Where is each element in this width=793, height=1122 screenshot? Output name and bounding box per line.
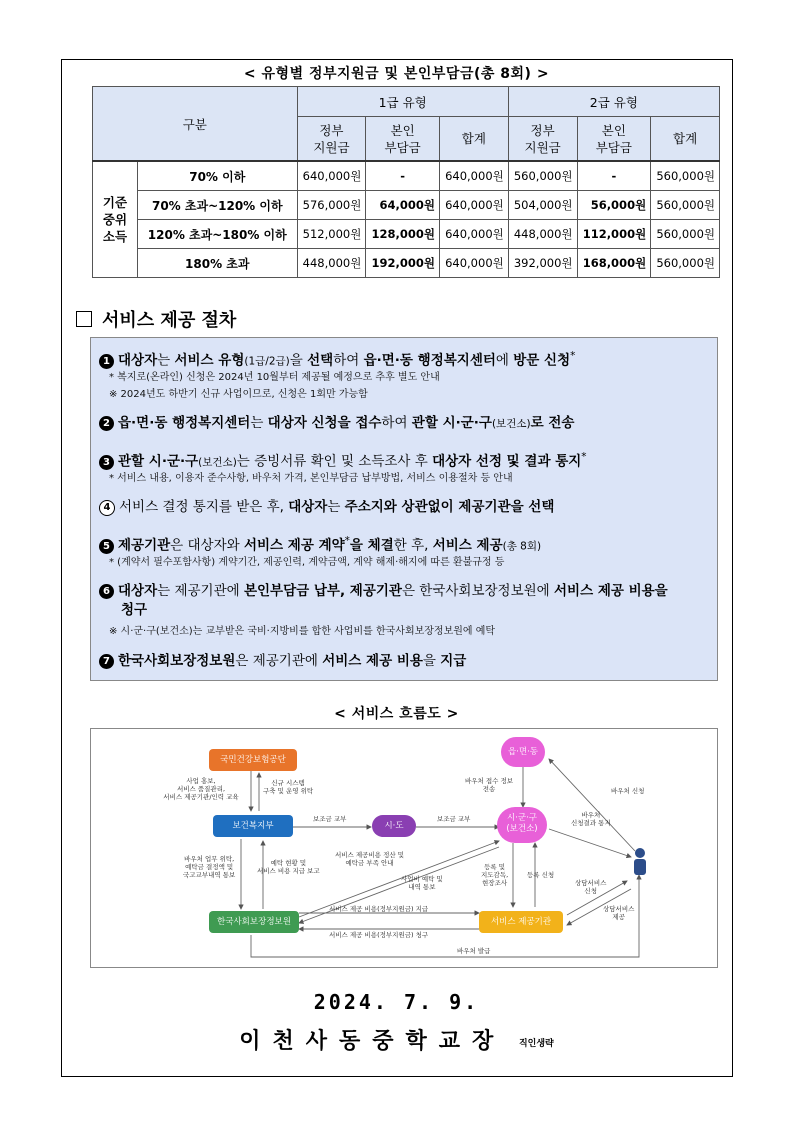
label-voucher-apply: 바우처 신청 [611,787,645,795]
step-5: 5 제공기관은 대상자와 서비스 제공 계약*을 체결한 후, 서비스 제공(총 8회) [99,532,541,556]
cell: 576,000원 [297,191,366,220]
step-6-continued: 청구 [121,602,148,618]
step-3-note: * 서비스 내용, 이용자 준수사항, 바우처 가격, 본인부담금 납부방법, 서비스 이용절차 등 안내 [109,473,513,484]
cell: 560,000원 [651,220,720,249]
header-g1-gov: 정부 지원금 [297,117,366,162]
row-group-label: 기준 중위 소득 [93,161,138,278]
number-2-icon: 2 [99,416,114,431]
cell: 640,000원 [297,161,366,191]
checkbox-square-icon [76,311,92,327]
step-4: 4 서비스 결정 통지를 받은 후, 대상자는 주소지와 상관없이 제공기관을 선택 [99,498,554,516]
label-voucher-transfer: 바우처 접수 정보 전송 [465,777,514,793]
node-sido: 시·도 [372,815,416,837]
label-claim: 서비스 제공 비용(정부지원금) 청구 [329,931,429,939]
label-delegation: 바우처 업무 위탁, 예탁금 결정액 및 국고교부내역 통보 [183,855,236,879]
step-1-note-2: ※ 2024년도 하반기 신규 사업이므로, 신청은 1회만 가능함 [109,389,368,400]
label-subsidy-1: 보조금 교부 [313,815,347,823]
header-g1-total: 합계 [439,117,508,162]
node-mohw: 보건복지부 [213,815,293,837]
row-label: 70% 초과~120% 이하 [138,191,298,220]
step-1: 1 대상자는 서비스 유형(1급/2급)을 선택하여 읍·면·동 행정복지센터에 방문 신청* [99,347,575,371]
fee-table [92,86,720,278]
cell: - [366,161,440,191]
step-6: 6 대상자는 제공기관에 본인부담금 납부, 제공기관은 한국사회보장정보원에 서비스 제공 비용을 [99,582,668,600]
cell: 448,000원 [297,249,366,278]
table-row [93,191,720,220]
table-row [93,249,720,278]
label-register-apply: 등록 신청 [527,871,555,879]
cell: - [577,161,651,191]
document-date: 2024. 7. 9. [313,990,480,1014]
label-counsel-apply: 상담서비스 신청 [575,879,607,895]
section-title: 서비스 제공 절차 [102,310,237,331]
label-payment: 서비스 제공 비용(정부지원금) 지급 [329,905,429,913]
label-counsel-provide: 상담서비스 제공 [603,905,635,921]
cell: 560,000원 [651,161,720,191]
label-promotion: 사업 홍보, 서비스 품질관리, 서비스 제공기관/인력 교육 [163,777,239,801]
table-title: < 유형별 정부지원금 및 본인부담금(총 8회) > [243,66,550,82]
step-5-note: * (계약서 필수포함사항) 계약기간, 제공인력, 계약금액, 계약 해제·해지에 따른 환불규정 등 [109,557,505,568]
node-sigungu: 시·군·구 (보건소) [497,807,547,843]
label-registration: 등록 및 지도감독, 현장조사 [481,863,509,887]
flow-title: < 서비스 흐름도 > [334,706,459,722]
row-label: 70% 이하 [138,161,298,191]
step-7: 7 한국사회보장정보원은 제공기관에 서비스 제공 비용을 지급 [99,652,466,670]
header-g2-self: 본인 부담금 [577,117,651,162]
signer-name: 이천사동중학교장 [239,1029,506,1054]
header-g1-self: 본인 부담금 [366,117,440,162]
node-ssis: 한국사회보장정보원 [209,911,299,933]
number-6-icon: 6 [99,584,114,599]
header-g2-gov: 정부 지원금 [508,117,577,162]
label-voucher-result: 바우처 신청결과 통지 [571,811,611,827]
cell: 192,000원 [366,249,440,278]
step-6-note: ※ 시·군·구(보건소)는 교부받은 국비·지방비를 합한 사업비를 한국사회보장정보원에 예탁 [109,626,496,637]
label-report: 예탁 현황 및 서비스 비용 지급 보고 [257,859,320,875]
cell: 448,000원 [508,220,577,249]
label-deposit: 사업비 예탁 및 내역 통보 [401,875,443,891]
row-label: 180% 초과 [138,249,298,278]
cell: 640,000원 [439,220,508,249]
cell: 560,000원 [508,161,577,191]
service-flow-diagram [90,728,718,968]
header-grade1: 1급 유형 [297,87,508,117]
cell: 560,000원 [651,191,720,220]
table-row [93,220,720,249]
cell: 640,000원 [439,191,508,220]
cell: 640,000원 [439,249,508,278]
number-1-icon: 1 [99,354,114,369]
person-icon [634,848,646,875]
number-3-icon: 3 [99,455,114,470]
cell: 128,000원 [366,220,440,249]
label-settlement: 서비스 제공비용 정산 및 예탁금 부족 안내 [335,851,404,867]
number-4-icon: 4 [99,500,115,516]
cell: 64,000원 [366,191,440,220]
cell: 640,000원 [439,161,508,191]
number-5-icon: 5 [99,539,114,554]
node-nhis: 국민건강보험공단 [209,749,297,771]
procedure-box [90,337,718,681]
seal-omitted: 직인생략 [518,1039,554,1049]
node-provider: 서비스 제공기관 [479,911,563,933]
cell: 168,000원 [577,249,651,278]
step-3: 3 관할 시·군·구(보건소)는 증빙서류 확인 및 소득조사 후 대상자 선정 및 결과 통지* [99,448,587,472]
label-system: 신규 시스템 구축 및 운영 위탁 [263,779,314,795]
node-eup: 읍·면·동 [501,737,545,767]
table-row [93,161,720,191]
signature-line [0,1024,793,1055]
header-category: 구분 [93,87,298,162]
cell: 504,000원 [508,191,577,220]
step-1-note-1: * 복지로(온라인) 신청은 2024년 10월부터 제공될 예정으로 추후 별도 안내 [109,372,440,383]
label-voucher-issue: 바우처 발급 [457,947,491,955]
step-2: 2 읍·면·동 행정복지센터는 대상자 신청을 접수하여 관할 시·군·구(보건소)로 전송 [99,414,574,433]
cell: 512,000원 [297,220,366,249]
cell: 392,000원 [508,249,577,278]
label-subsidy-2: 보조금 교부 [437,815,471,823]
header-g2-total: 합계 [651,117,720,162]
cell: 560,000원 [651,249,720,278]
row-label: 120% 초과~180% 이하 [138,220,298,249]
cell: 56,000원 [577,191,651,220]
number-7-icon: 7 [99,654,114,669]
section-heading [76,306,236,332]
header-grade2: 2급 유형 [508,87,719,117]
cell: 112,000원 [577,220,651,249]
